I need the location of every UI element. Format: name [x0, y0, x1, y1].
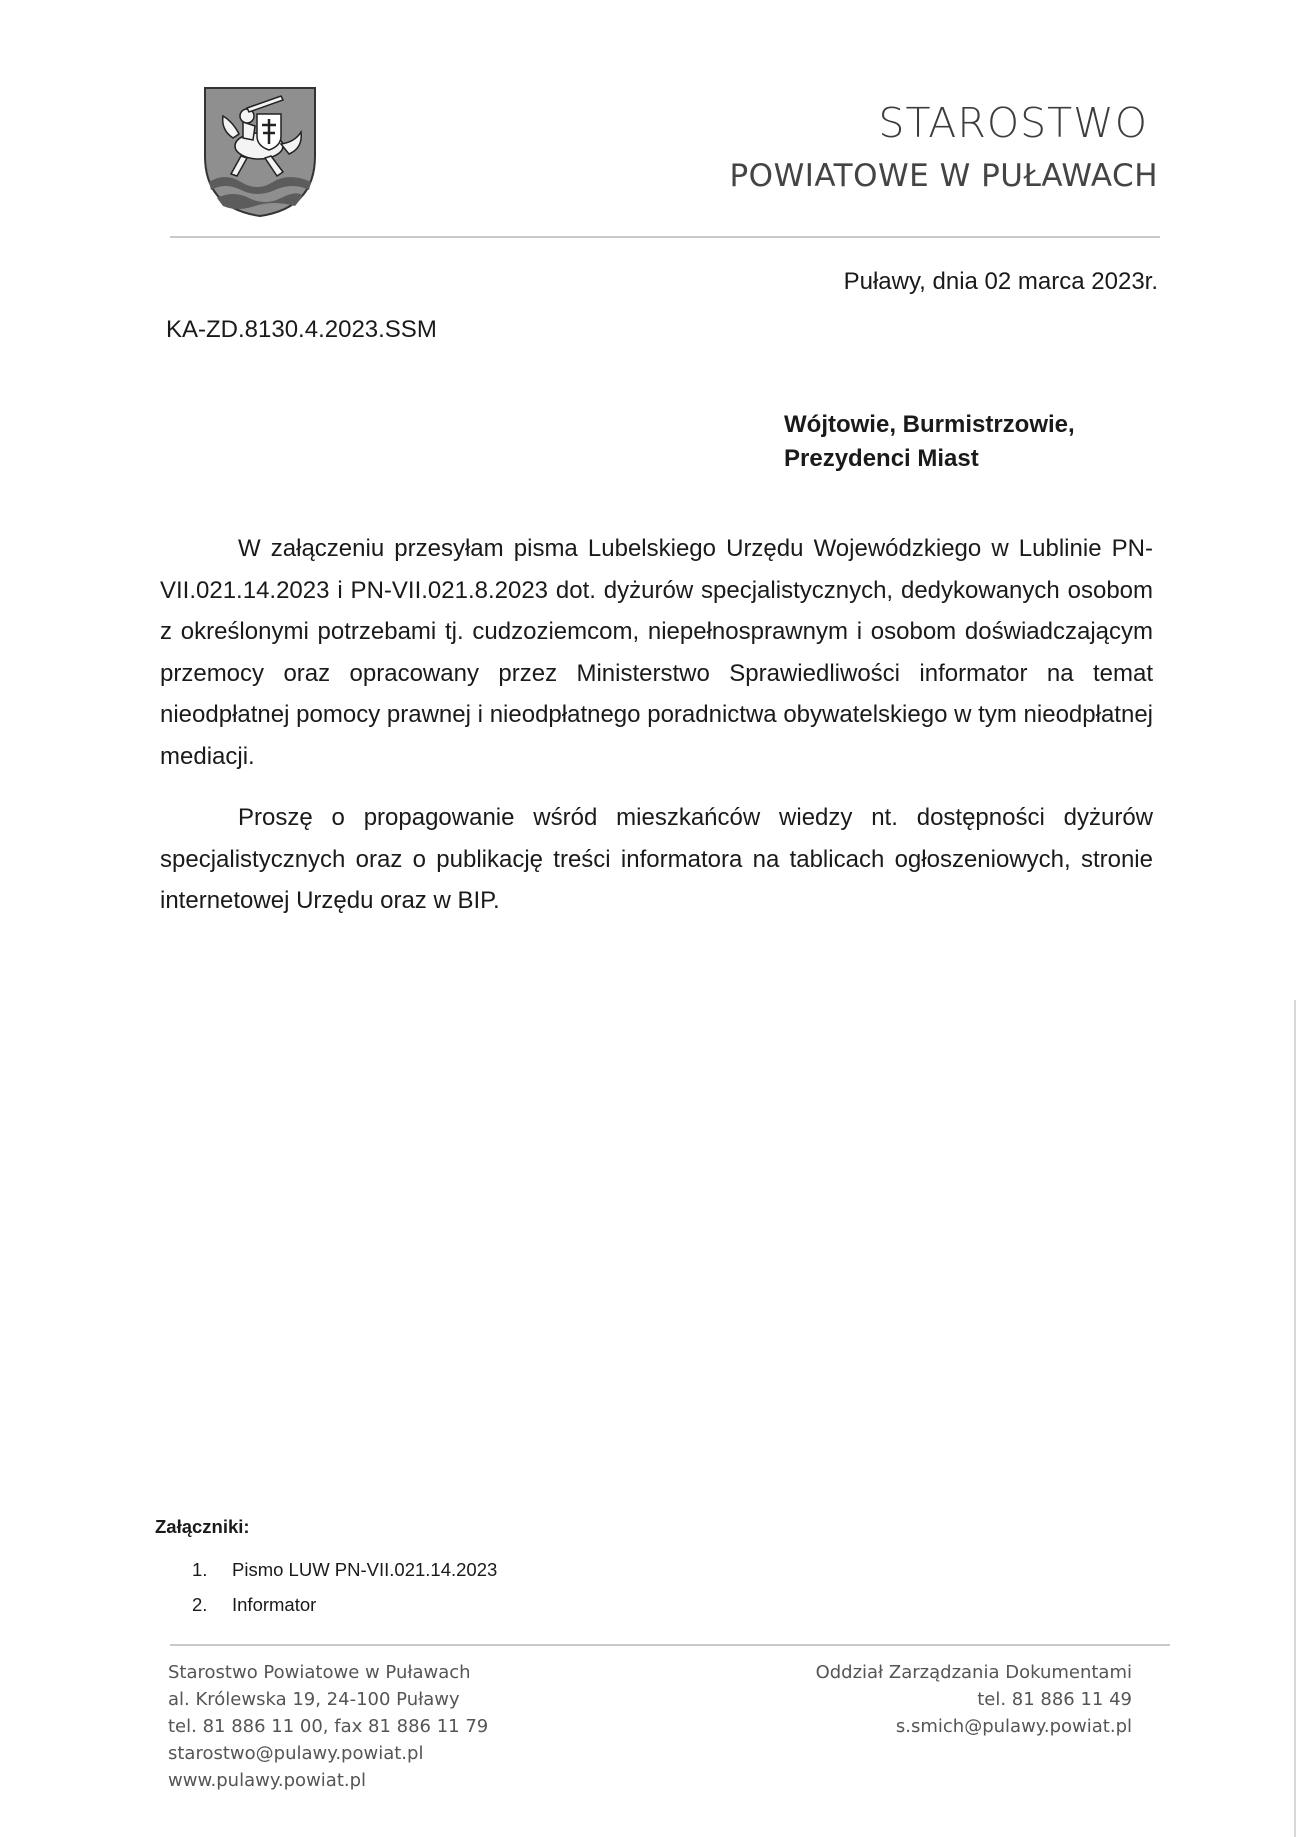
paragraph-text: W załączeniu przesyłam pisma Lubelskiego Urzędu Wojewódzkiego w Lublinie PN-VII.021.14.2023 i PN-VII.021.8.2023 dot. dyżurów specjalistycznych, dedykowanych osobom z określonymi potrzebami tj. cudzoziemcom, niepełnosprawnym i osobom doświadczającym przemocy oraz opracowany przez Ministerstwo Sprawiedliwości informator na temat nieodpłatnej pomocy prawnej i nieodpłatnego poradnictwa obywatelskiego w tym nieodpłatnej mediacji.	[160, 535, 1153, 770]
attachment-number: 2.	[192, 1594, 208, 1615]
footer-email[interactable]: s.smich@pulawy.powiat.pl	[895, 1716, 1132, 1737]
addressee-block	[784, 408, 1075, 476]
body-paragraph	[160, 797, 1153, 922]
footer-line: Oddział Zarządzania Dokumentami	[815, 1662, 1132, 1683]
footer-line: tel. 81 886 11 49	[977, 1689, 1132, 1710]
footer-line: tel. 81 886 11 00, fax 81 886 11 79	[168, 1716, 489, 1737]
paragraph-text: Proszę o propagowanie wśród mieszkańców wiedzy nt. dostępności dyżurów specjalistycznych oraz o publikację treści informatora na tablicach ogłoszeniowych, stronie internetowej Urzędu oraz w BIP.	[160, 804, 1153, 914]
footer-line: al. Królewska 19, 24-100 Puławy	[168, 1689, 460, 1710]
attachments-title: Załączniki:	[155, 1516, 250, 1537]
body-paragraph	[160, 528, 1153, 777]
attachment-number: 1.	[192, 1559, 208, 1580]
attachment-label: Informator	[232, 1594, 317, 1615]
attachment-item	[192, 1587, 497, 1622]
letter-date: Puławy, dnia 02 marca 2023r.	[843, 268, 1158, 295]
footer-website[interactable]: www.pulawy.powiat.pl	[168, 1770, 367, 1791]
header-divider	[170, 236, 1160, 238]
attachment-item	[192, 1552, 497, 1587]
footer-divider	[170, 1644, 1170, 1646]
org-subname: POWIATOWE W PUŁAWACH	[729, 158, 1158, 194]
scan-edge-line	[1294, 1000, 1296, 1837]
footer-line: Starostwo Powiatowe w Puławach	[168, 1662, 471, 1683]
footer-contact-left	[168, 1659, 488, 1794]
attachment-label: Pismo LUW PN-VII.021.14.2023	[232, 1559, 498, 1580]
attachments-list	[192, 1552, 497, 1622]
reference-number: KA-ZD.8130.4.2023.SSM	[166, 316, 437, 343]
addressee-line: Wójtowie, Burmistrzowie,	[784, 411, 1075, 438]
footer-contact-right	[816, 1659, 1132, 1740]
footer-email[interactable]: starostwo@pulawy.powiat.pl	[168, 1743, 424, 1764]
coat-of-arms-icon	[203, 86, 317, 218]
addressee-line: Prezydenci Miast	[784, 445, 979, 472]
org-name: STAROSTWO	[878, 99, 1148, 147]
